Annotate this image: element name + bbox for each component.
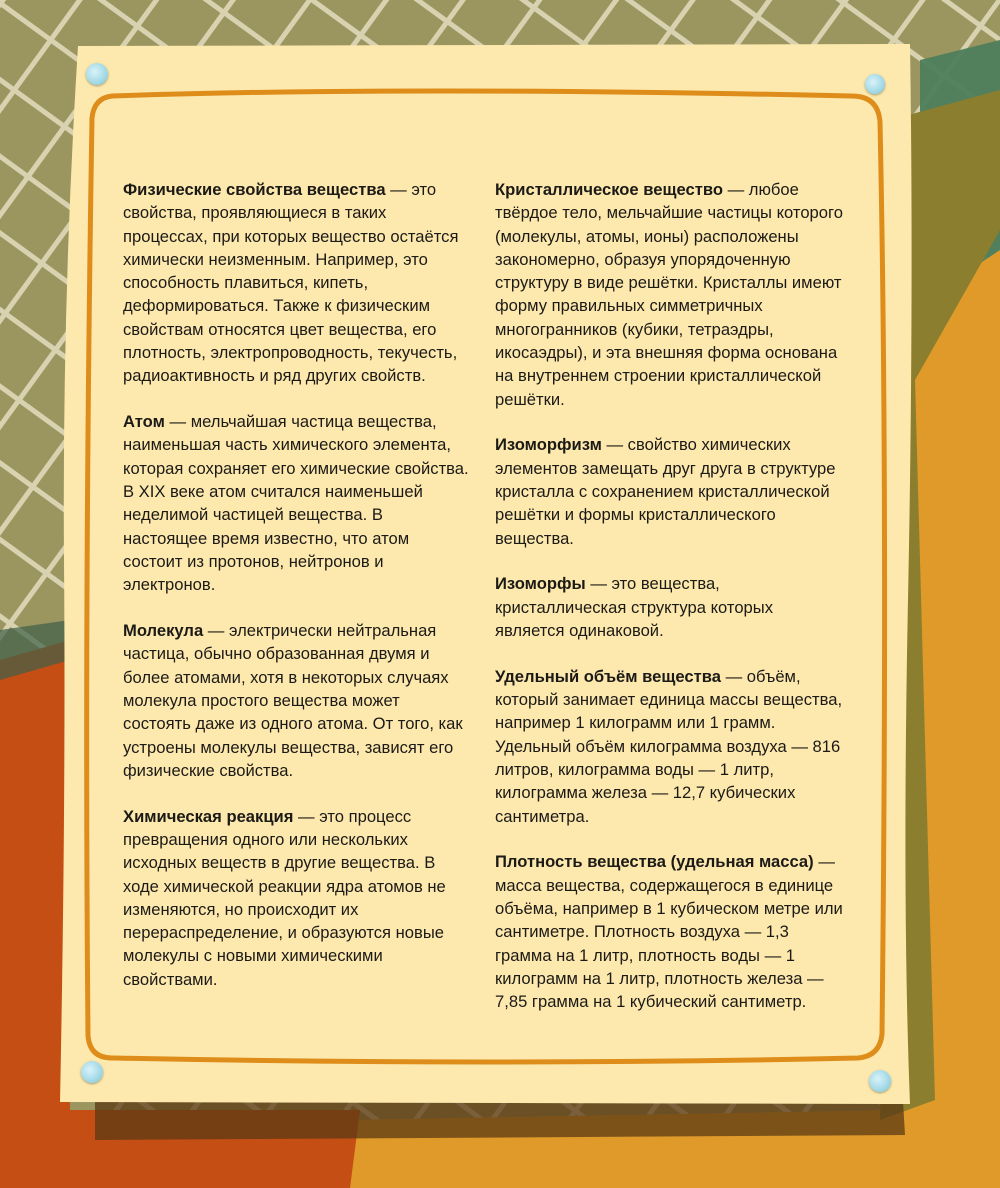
term: Плотность вещества (удельная масса) (495, 852, 814, 872)
definition-entry (123, 805, 471, 991)
definition-entry (123, 619, 471, 782)
definition: — объём, который занимает единица массы вещества, например 1 килограмм или 1 грамм. Удельный объём килограмма воздуха — 816 литров, килограмма воды — 1 литр, килограмма железа — 12,7 кубических сантиметра. (495, 666, 843, 826)
term: Изоморфизм (495, 435, 602, 455)
pin-bottom-left (81, 1061, 103, 1083)
definition-entry (123, 410, 471, 596)
definition-entry (495, 665, 843, 828)
term: Удельный объём вещества (495, 666, 721, 686)
left-column (123, 178, 471, 1014)
definition: — свойство химических элементов замещать друг друга в структуре кристалла с сохранением кристаллической решётки и формы кристаллического вещества. (495, 435, 836, 548)
term: Физические свойства вещества (123, 180, 386, 199)
definition-entry (495, 178, 843, 411)
pin-top-right (865, 74, 885, 94)
definition: — электрически нейтральная частица, обычно образованная двумя и более атомами, хотя в некоторых случаях молекула простого вещества может состоять даже из одного атома. От того, как устроены молекулы вещества, зависят его физические свойства. (123, 621, 463, 780)
definition-entry (495, 850, 843, 1013)
definition: — мельчайшая частица вещества, наименьшая часть химического элемента, которая сохраняет его химические свойства. В XIX веке атом считался наименьшей неделимой частицей вещества. В настоящее время известно, что атом состоит из протонов, нейтронов и электронов. (123, 412, 469, 595)
definition: — это процесс превращения одного или нескольких исходных веществ в другие вещества. В ходе химической реакции ядра атомов не изменяются, но происходит их перераспределение, и образуются новые молекулы с новыми химическими свойствами. (123, 806, 446, 989)
term: Атом (123, 412, 165, 432)
definition: — любое твёрдое тело, мельчайшие частицы которого (молекулы, атомы, ионы) расположены закономерно, образуя упорядоченную структуру в виде решётки. Кристаллы имеют форму правильных симметричных многогранников (кубики, тетраэдры, икосаэдры), и эта внешняя форма основана на внутреннем строении кристаллической решётки. (495, 180, 843, 409)
term: Кристаллическое вещество (495, 180, 723, 199)
definition: — это свойства, проявляющиеся в таких процессах, при которых вещество остаётся химически неизменным. Например, это способность плавиться, кипеть, деформироваться. Также к физическим свойствам относятся цвет вещества, его плотность, электропроводность, текучесть, радиоактивность и ряд других свойств. (123, 180, 459, 386)
right-column (495, 178, 843, 1036)
term: Химическая реакция (123, 806, 294, 826)
term: Изоморфы (495, 574, 586, 594)
definition: — это вещества, кристаллическая структура которых является одинаковой. (495, 574, 774, 641)
pin-top-left (86, 63, 108, 85)
pin-bottom-right (869, 1070, 891, 1092)
definition-entry (495, 572, 843, 642)
definition: — масса вещества, содержащегося в единице объёма, например в 1 кубическом метре или сантиметре. Плотность воздуха — 1,3 грамма на 1 литр, плотность воды — 1 килограмм на 1 литр, плотность железа — 7,85 грамма на 1 кубический сантиметр. (495, 852, 843, 1012)
definition-entry (123, 178, 471, 388)
definition-entry (495, 433, 843, 549)
term: Молекула (123, 621, 204, 641)
